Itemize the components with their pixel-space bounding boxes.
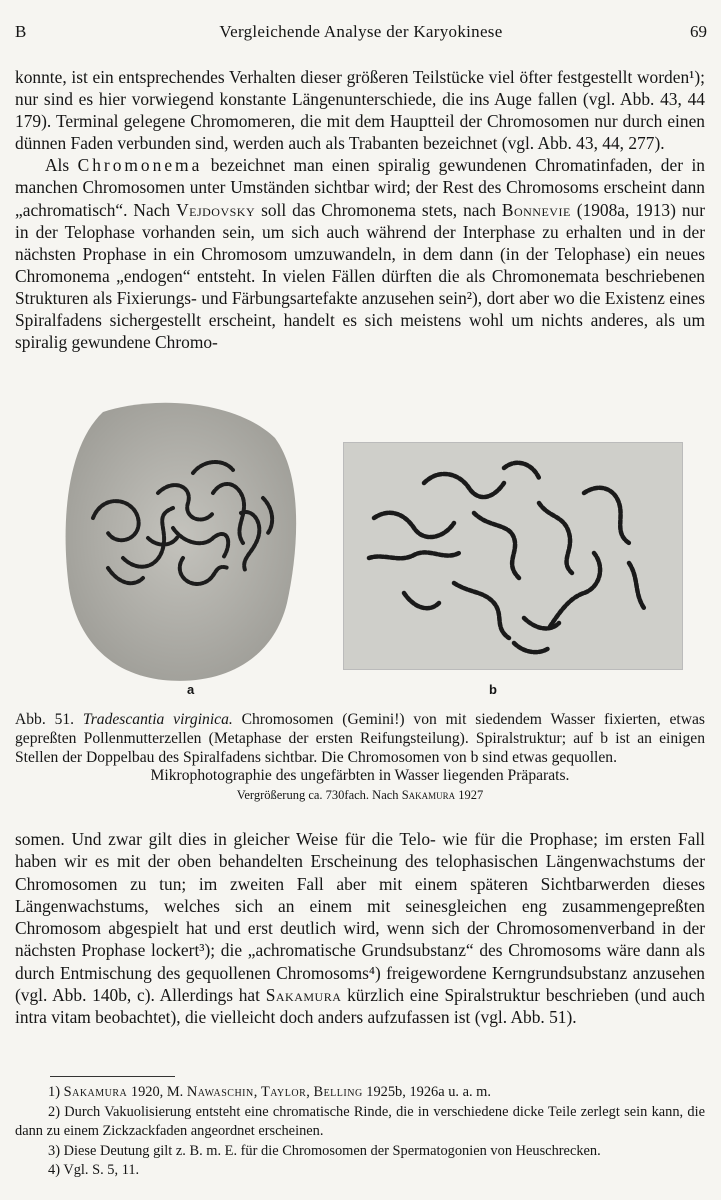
chromosome-strand xyxy=(504,463,539,478)
micrograph-b xyxy=(343,442,683,670)
chromosome-strand xyxy=(474,513,519,578)
micrograph-a xyxy=(63,398,298,683)
header-section-letter: B xyxy=(15,22,27,41)
caption-species: Tradescantia virginica. xyxy=(82,711,233,728)
caption-line2: Mikrophotographie des ungefärbten in Wasser liegenden Präparats. xyxy=(150,767,570,785)
chromosome-strand xyxy=(424,474,504,497)
figure-51 xyxy=(15,396,705,696)
term-chromonema: Chromonema xyxy=(77,155,203,176)
footnote-3: 3) Diese Deutung gilt z. B. m. E. für die Chromosomen der Spermatogonien von Heuschrecken. xyxy=(48,1142,601,1159)
footnote-4: 4) Vgl. S. 5, 11. xyxy=(48,1162,140,1178)
author-vejdovsky: Vejdovsky xyxy=(176,199,256,220)
body-text-bottom xyxy=(15,828,705,1029)
caption-main: Abb. 51. Tradescantia virginica. Chromosomen (Gemini!) von mit siedendem Wasser fixierten, etwas gepreßten Pollenmutterzellen (Metaphase der ersten Reifungsteilung). Spiralstruktur; auf b ist an einigen Stellen der Doppelbau des Spiralfadens sichtbar. Die Chromosomen von b sind etwas gequollen. xyxy=(15,711,705,766)
chromosome-strand xyxy=(629,563,644,608)
footnote-divider xyxy=(50,1076,175,1077)
author-sakamura: Sakamura xyxy=(265,985,342,1006)
chromosome-strand xyxy=(514,643,549,652)
micrograph-b-image xyxy=(344,443,682,669)
chromosome-strand xyxy=(549,553,600,628)
header-title: Vergleichende Analyse der Karyokinese xyxy=(219,22,503,41)
chromosome-strand xyxy=(454,583,509,638)
footnote-1: 1) Sakamura 1920, M. Nawaschin, Taylor, Belling 1925b, 1926a u. a. m. xyxy=(48,1084,491,1100)
paragraph-2: Als Chromonema bezeichnet man einen spiralig gewundenen Chromatinfaden, der in manchen Chromosomen unter Umständen sichtbar wird; der Rest des Chromosoms erscheint dann „achromatisch“. Nach Vejdovsky soll das Chromonema stets, nach Bonnevie (1908a, 1913) nur in der Telophase vorhanden sein, um sich auch während der Interphase zu erhalten und in der nächsten Prophase in ein Chromosom umzuwandeln, in dem dann (in der Telophase) ein neues Chromonema „endogen“ entsteht. In vielen Fällen dürften die als Chromonemata beschriebenen Strukturen als Fixierungs- und Färbungsartefakte anzusehen sein²), dort aber wo die Existenz eines Spiralfadens sichergestellt erscheint, handelt es sich meistens wohl um nichts anderes, als um spiralig gewundene Chromo- xyxy=(15,155,706,353)
figure-caption xyxy=(15,711,705,805)
author-bonnevie: Bonnevie xyxy=(501,199,571,220)
page-number: 69 xyxy=(690,22,707,41)
footnotes xyxy=(15,1083,705,1181)
paragraph-1: konnte, ist ein entsprechendes Verhalten dieser größeren Teilstücke viel öfter festgestellt worden¹); nur sind es hier vorwiegend konstante Längenunterschiede, die ins Auge fallen (vgl. Abb. 43, 44 179). Terminal gelegene Chromomeren, die mit dem Hauptteil der Chromosomen nur durch einen dünnen Faden verbunden sind, werden auch als Trabanten bezeichnet (vgl. Abb. 43, 44, 277). xyxy=(15,67,705,154)
footnote-2: 2) Durch Vakuolisierung entsteht eine chromatische Rinde, die in verschiedene dicke Teile zerlegt sein kann, die dann zu einem Zickzackfaden angeordnet erscheinen. xyxy=(15,1103,705,1139)
figure-label-b: b xyxy=(489,682,497,697)
paragraph-3: somen. Und zwar gilt dies in gleicher Weise für die Telo- wie für die Prophase; im ersten Fall haben wir es mit der oben behandelten Erscheinung des telophasischen Längenwachstums der Chromosomen zu tun; im zweiten Fall aber mit einem späteren Sichtbarwerden dieses Längenwachstums, welches sich an einem mit seinesgleichen eng zusammengepreßten Chromosom abgespielt hat und erst deutlich wird, wenn sich der Chromosomenverband in der nächsten Prophase lockert³); die „achromatische Grundsubstanz“ des Chromosoms wäre dann als durch Entmischung des gequollenen Chromosoms⁴) freigewordene Kerngrundsubstanz anzusehen (vgl. Abb. 140b, c). Allerdings hat Sakamura kürzlich eine Spiralstruktur beschrieben (und auch intra vitam beobachtet), die vielleicht doch anders aufzufassen ist (vgl. Abb. 51). xyxy=(15,829,705,1028)
chromosome-strand xyxy=(369,552,459,558)
body-text-top xyxy=(15,66,705,353)
chromosome-strand xyxy=(404,593,439,608)
chromosome-strand xyxy=(374,513,454,537)
chromosome-strand xyxy=(539,503,572,573)
chromosome-strand xyxy=(584,488,629,543)
running-header xyxy=(15,22,707,46)
figure-label-a: a xyxy=(187,682,195,697)
caption-credit: Vergrößerung ca. 730fach. Nach Sakamura 1927 xyxy=(236,788,484,803)
